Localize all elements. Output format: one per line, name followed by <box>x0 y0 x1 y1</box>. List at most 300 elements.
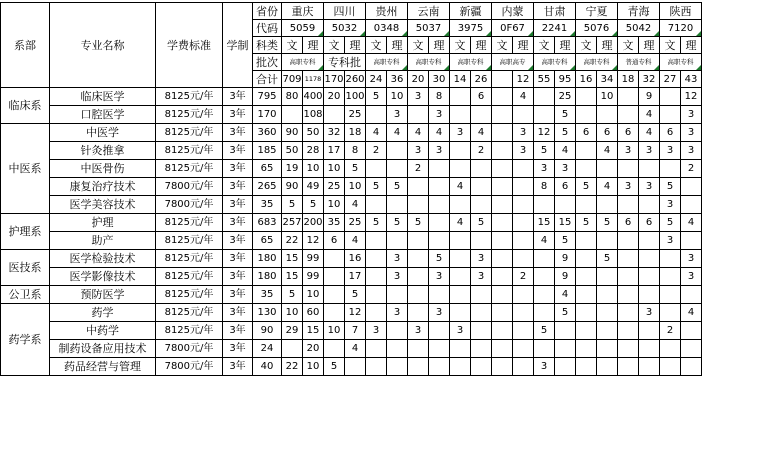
quota-cell: 5 <box>282 286 303 304</box>
province-total: 34 <box>597 71 618 88</box>
quota-cell: 4 <box>513 88 534 106</box>
quota-cell <box>576 142 597 160</box>
quota-cell <box>492 214 513 232</box>
quota-cell: 15 <box>555 214 576 232</box>
major-cell: 药学 <box>50 304 156 322</box>
quota-cell: 4 <box>429 124 450 142</box>
subject-type: 理 <box>471 37 492 54</box>
quota-cell <box>366 232 387 250</box>
row-label-batch: 批次 <box>253 54 282 71</box>
quota-cell <box>618 286 639 304</box>
major-cell: 预防医学 <box>50 286 156 304</box>
quota-cell <box>471 358 492 376</box>
quota-cell <box>429 340 450 358</box>
fee-cell: 8125元/年 <box>156 124 223 142</box>
quota-cell <box>597 304 618 322</box>
subject-type: 理 <box>597 37 618 54</box>
quota-cell <box>324 106 345 124</box>
quota-cell <box>639 250 660 268</box>
province-code: 0348 <box>366 20 408 37</box>
quota-cell: 4 <box>345 340 366 358</box>
quota-cell: 17 <box>324 142 345 160</box>
quota-cell: 4 <box>597 142 618 160</box>
major-cell: 医学影像技术 <box>50 268 156 286</box>
years-cell: 3年 <box>223 160 253 178</box>
province-total: 170 <box>324 71 345 88</box>
quota-cell <box>513 214 534 232</box>
quota-cell: 28 <box>303 142 324 160</box>
quota-cell <box>471 160 492 178</box>
quota-cell <box>618 88 639 106</box>
quota-cell: 3 <box>387 268 408 286</box>
quota-cell: 5 <box>366 178 387 196</box>
quota-cell: 6 <box>660 124 681 142</box>
quota-cell <box>639 322 660 340</box>
quota-cell: 3 <box>660 232 681 250</box>
quota-cell: 10 <box>303 286 324 304</box>
quota-cell: 4 <box>681 214 702 232</box>
major-cell: 临床医学 <box>50 88 156 106</box>
quota-cell <box>387 196 408 214</box>
quota-cell <box>555 196 576 214</box>
quota-cell <box>618 160 639 178</box>
quota-cell: 108 <box>303 106 324 124</box>
fee-cell: 8125元/年 <box>156 286 223 304</box>
quota-cell <box>597 286 618 304</box>
quota-cell <box>492 88 513 106</box>
batch-name: 高职专科 <box>282 54 324 71</box>
quota-cell <box>597 196 618 214</box>
quota-cell <box>387 232 408 250</box>
quota-cell <box>576 304 597 322</box>
quota-cell: 2 <box>660 322 681 340</box>
dept-cell: 医技系 <box>1 250 50 286</box>
quota-cell <box>618 268 639 286</box>
quota-cell: 50 <box>282 142 303 160</box>
quota-cell: 10 <box>303 358 324 376</box>
quota-cell: 5 <box>345 286 366 304</box>
years-cell: 3年 <box>223 268 253 286</box>
quota-cell: 5 <box>597 250 618 268</box>
fee-cell: 8125元/年 <box>156 232 223 250</box>
quota-cell: 99 <box>303 268 324 286</box>
quota-cell <box>618 196 639 214</box>
quota-cell <box>366 340 387 358</box>
quota-cell: 3 <box>408 142 429 160</box>
quota-cell: 5 <box>366 214 387 232</box>
quota-cell: 20 <box>324 88 345 106</box>
quota-cell: 22 <box>282 358 303 376</box>
quota-cell: 9 <box>555 268 576 286</box>
quota-cell: 19 <box>282 160 303 178</box>
quota-cell <box>681 340 702 358</box>
quota-cell <box>639 286 660 304</box>
quota-cell: 3 <box>450 124 471 142</box>
subject-type: 文 <box>660 37 681 54</box>
quota-cell: 6 <box>639 214 660 232</box>
table-row <box>1 268 702 286</box>
quota-cell <box>471 304 492 322</box>
quota-cell <box>597 232 618 250</box>
province-code: 5032 <box>324 20 366 37</box>
quota-cell: 3 <box>471 268 492 286</box>
dept-cell: 中医系 <box>1 124 50 214</box>
quota-cell: 2 <box>513 268 534 286</box>
quota-cell: 15 <box>282 268 303 286</box>
quota-cell <box>492 322 513 340</box>
years-header: 学制 <box>223 3 253 88</box>
quota-cell <box>387 340 408 358</box>
quota-cell <box>408 178 429 196</box>
table-row <box>1 358 702 376</box>
quota-cell: 5 <box>345 160 366 178</box>
quota-cell: 6 <box>618 214 639 232</box>
province-name: 陕西 <box>660 3 702 20</box>
subject-type: 文 <box>618 37 639 54</box>
major-cell: 针灸推拿 <box>50 142 156 160</box>
quota-cell <box>492 178 513 196</box>
quota-cell: 15 <box>534 214 555 232</box>
quota-cell: 4 <box>681 304 702 322</box>
row-total-cell: 265 <box>253 178 282 196</box>
years-cell: 3年 <box>223 142 253 160</box>
quota-cell: 4 <box>555 142 576 160</box>
quota-cell: 6 <box>576 124 597 142</box>
quota-cell <box>492 268 513 286</box>
quota-cell <box>681 196 702 214</box>
quota-cell: 4 <box>387 124 408 142</box>
quota-cell: 10 <box>597 88 618 106</box>
quota-cell <box>681 358 702 376</box>
province-total: 18 <box>618 71 639 88</box>
subject-type: 理 <box>303 37 324 54</box>
quota-cell: 22 <box>282 232 303 250</box>
table-row <box>1 106 702 124</box>
quota-cell: 9 <box>555 250 576 268</box>
batch-name: 高职高专 <box>492 54 534 71</box>
quota-cell: 200 <box>303 214 324 232</box>
province-total: 709 <box>282 71 303 88</box>
quota-cell: 5 <box>597 214 618 232</box>
quota-cell: 8 <box>345 142 366 160</box>
quota-cell: 3 <box>450 322 471 340</box>
years-cell: 3年 <box>223 322 253 340</box>
years-cell: 3年 <box>223 232 253 250</box>
quota-cell: 257 <box>282 214 303 232</box>
quota-cell <box>408 232 429 250</box>
quota-cell: 3 <box>534 358 555 376</box>
quota-cell: 100 <box>345 88 366 106</box>
row-label-code: 代码 <box>253 20 282 37</box>
quota-cell: 25 <box>345 214 366 232</box>
quota-cell <box>618 232 639 250</box>
quota-cell <box>492 286 513 304</box>
fee-cell: 7800元/年 <box>156 358 223 376</box>
quota-cell: 3 <box>429 142 450 160</box>
province-total: 95 <box>555 71 576 88</box>
province-name: 甘肃 <box>534 3 576 20</box>
quota-cell: 3 <box>387 250 408 268</box>
row-total-cell: 180 <box>253 268 282 286</box>
quota-cell: 3 <box>681 250 702 268</box>
quota-cell: 3 <box>681 142 702 160</box>
quota-cell: 12 <box>681 88 702 106</box>
province-code: 7120 <box>660 20 702 37</box>
quota-cell <box>660 340 681 358</box>
quota-cell <box>324 286 345 304</box>
province-code: 2241 <box>534 20 576 37</box>
quota-cell <box>450 268 471 286</box>
quota-cell: 3 <box>387 304 408 322</box>
quota-cell <box>660 304 681 322</box>
quota-cell <box>429 286 450 304</box>
quota-cell <box>576 340 597 358</box>
years-cell: 3年 <box>223 88 253 106</box>
table-row <box>1 304 702 322</box>
quota-cell: 3 <box>681 106 702 124</box>
quota-cell <box>660 250 681 268</box>
quota-cell: 17 <box>345 268 366 286</box>
quota-cell: 18 <box>345 124 366 142</box>
quota-cell <box>366 106 387 124</box>
quota-cell <box>492 142 513 160</box>
quota-cell <box>471 106 492 124</box>
quota-cell <box>429 160 450 178</box>
row-total-cell: 795 <box>253 88 282 106</box>
subject-type: 文 <box>366 37 387 54</box>
quota-cell: 4 <box>408 124 429 142</box>
province-code: 5059 <box>282 20 324 37</box>
province-total: 14 <box>450 71 471 88</box>
quota-cell: 3 <box>639 142 660 160</box>
quota-cell <box>450 88 471 106</box>
table-row <box>1 178 702 196</box>
years-cell: 3年 <box>223 250 253 268</box>
subject-type: 理 <box>345 37 366 54</box>
subject-type: 文 <box>492 37 513 54</box>
subject-type: 文 <box>282 37 303 54</box>
quota-cell <box>681 286 702 304</box>
subject-type: 文 <box>450 37 471 54</box>
row-total-cell: 40 <box>253 358 282 376</box>
enrollment-plan-table <box>0 2 702 376</box>
quota-cell: 29 <box>282 322 303 340</box>
quota-cell <box>366 160 387 178</box>
quota-cell <box>555 322 576 340</box>
quota-cell: 5 <box>429 250 450 268</box>
province-total: 16 <box>576 71 597 88</box>
quota-cell: 5 <box>555 304 576 322</box>
years-cell: 3年 <box>223 124 253 142</box>
quota-cell <box>639 340 660 358</box>
quota-cell: 5 <box>408 214 429 232</box>
quota-cell: 12 <box>534 124 555 142</box>
subject-type: 理 <box>513 37 534 54</box>
fee-cell: 8125元/年 <box>156 214 223 232</box>
quota-cell <box>513 322 534 340</box>
quota-cell: 2 <box>471 142 492 160</box>
quota-cell: 3 <box>660 196 681 214</box>
subject-type: 理 <box>429 37 450 54</box>
subject-type: 理 <box>681 37 702 54</box>
quota-cell: 6 <box>555 178 576 196</box>
quota-cell: 3 <box>534 160 555 178</box>
quota-cell <box>618 304 639 322</box>
quota-cell <box>471 322 492 340</box>
fee-cell: 8125元/年 <box>156 142 223 160</box>
quota-cell <box>597 340 618 358</box>
quota-cell <box>681 322 702 340</box>
quota-cell <box>597 358 618 376</box>
province-total: 26 <box>471 71 492 88</box>
quota-cell: 10 <box>282 304 303 322</box>
quota-cell <box>555 358 576 376</box>
quota-cell <box>660 160 681 178</box>
table-row <box>1 214 702 232</box>
quota-cell: 4 <box>471 124 492 142</box>
fee-cell: 7800元/年 <box>156 340 223 358</box>
quota-cell <box>387 160 408 178</box>
table-row <box>1 142 702 160</box>
quota-cell <box>492 340 513 358</box>
quota-cell: 400 <box>303 88 324 106</box>
row-total-cell: 130 <box>253 304 282 322</box>
quota-cell: 5 <box>555 124 576 142</box>
province-name: 内蒙 <box>492 3 534 20</box>
province-total: 24 <box>366 71 387 88</box>
quota-cell: 3 <box>366 322 387 340</box>
quota-cell: 10 <box>324 160 345 178</box>
quota-cell: 80 <box>282 88 303 106</box>
quota-cell <box>324 304 345 322</box>
quota-cell: 10 <box>387 88 408 106</box>
quota-cell <box>282 340 303 358</box>
quota-cell <box>513 196 534 214</box>
quota-cell: 5 <box>303 196 324 214</box>
quota-cell: 90 <box>282 124 303 142</box>
major-cell: 医学检验技术 <box>50 250 156 268</box>
major-cell: 制药设备应用技术 <box>50 340 156 358</box>
quota-cell <box>639 160 660 178</box>
batch-name: 高职专科 <box>408 54 450 71</box>
quota-cell <box>492 232 513 250</box>
quota-cell: 3 <box>429 304 450 322</box>
quota-cell <box>450 160 471 178</box>
quota-cell <box>366 358 387 376</box>
province-total: 12 <box>513 71 534 88</box>
quota-cell <box>366 250 387 268</box>
major-cell: 药品经营与管理 <box>50 358 156 376</box>
major-cell: 护理 <box>50 214 156 232</box>
quota-cell <box>429 322 450 340</box>
quota-cell <box>618 250 639 268</box>
quota-cell <box>681 178 702 196</box>
quota-cell <box>534 286 555 304</box>
quota-cell <box>618 106 639 124</box>
major-header: 专业名称 <box>50 3 156 88</box>
fee-header: 学费标准 <box>156 3 223 88</box>
quota-cell <box>408 340 429 358</box>
quota-cell: 60 <box>303 304 324 322</box>
row-total-cell: 35 <box>253 196 282 214</box>
quota-cell <box>492 160 513 178</box>
quota-cell: 5 <box>387 214 408 232</box>
quota-cell: 99 <box>303 250 324 268</box>
quota-cell <box>660 88 681 106</box>
quota-cell: 4 <box>450 178 471 196</box>
dept-cell: 药学系 <box>1 304 50 376</box>
province-total: 27 <box>660 71 681 88</box>
fee-cell: 8125元/年 <box>156 88 223 106</box>
quota-cell <box>513 250 534 268</box>
quota-cell: 16 <box>345 250 366 268</box>
quota-cell: 5 <box>660 178 681 196</box>
batch-name: 高职专科 <box>660 54 702 71</box>
quota-cell: 10 <box>324 322 345 340</box>
quota-cell <box>387 286 408 304</box>
quota-cell <box>471 340 492 358</box>
dept-cell: 临床系 <box>1 88 50 124</box>
quota-cell <box>366 304 387 322</box>
years-cell: 3年 <box>223 214 253 232</box>
province-code: 5042 <box>618 20 660 37</box>
quota-cell: 5 <box>576 214 597 232</box>
quota-cell: 5 <box>534 142 555 160</box>
quota-cell: 6 <box>618 124 639 142</box>
quota-cell: 6 <box>471 88 492 106</box>
fee-cell: 8125元/年 <box>156 250 223 268</box>
quota-cell <box>408 196 429 214</box>
quota-cell: 3 <box>681 124 702 142</box>
quota-cell <box>492 304 513 322</box>
header-row-province <box>1 3 702 20</box>
quota-cell <box>534 106 555 124</box>
quota-cell <box>450 358 471 376</box>
quota-cell: 3 <box>408 88 429 106</box>
quota-cell <box>324 250 345 268</box>
quota-cell <box>534 304 555 322</box>
quota-cell <box>597 268 618 286</box>
quota-cell <box>513 178 534 196</box>
quota-cell <box>471 232 492 250</box>
batch-name: 高职专科 <box>366 54 408 71</box>
province-code: 3975 <box>450 20 492 37</box>
quota-cell: 2 <box>681 160 702 178</box>
major-cell: 中医学 <box>50 124 156 142</box>
row-total-cell: 90 <box>253 322 282 340</box>
quota-cell: 3 <box>429 106 450 124</box>
table-row <box>1 340 702 358</box>
row-total-cell: 180 <box>253 250 282 268</box>
quota-cell <box>681 232 702 250</box>
quota-cell: 3 <box>639 178 660 196</box>
quota-cell: 4 <box>345 196 366 214</box>
quota-cell <box>618 322 639 340</box>
quota-cell: 25 <box>324 178 345 196</box>
province-name: 宁夏 <box>576 3 618 20</box>
quota-cell: 32 <box>324 124 345 142</box>
major-cell: 中医骨伤 <box>50 160 156 178</box>
quota-cell <box>492 358 513 376</box>
quota-cell <box>534 88 555 106</box>
province-total: 20 <box>408 71 429 88</box>
quota-cell <box>450 286 471 304</box>
quota-cell <box>534 340 555 358</box>
quota-cell <box>492 196 513 214</box>
row-total-cell: 185 <box>253 142 282 160</box>
quota-cell: 2 <box>408 160 429 178</box>
quota-cell <box>534 196 555 214</box>
